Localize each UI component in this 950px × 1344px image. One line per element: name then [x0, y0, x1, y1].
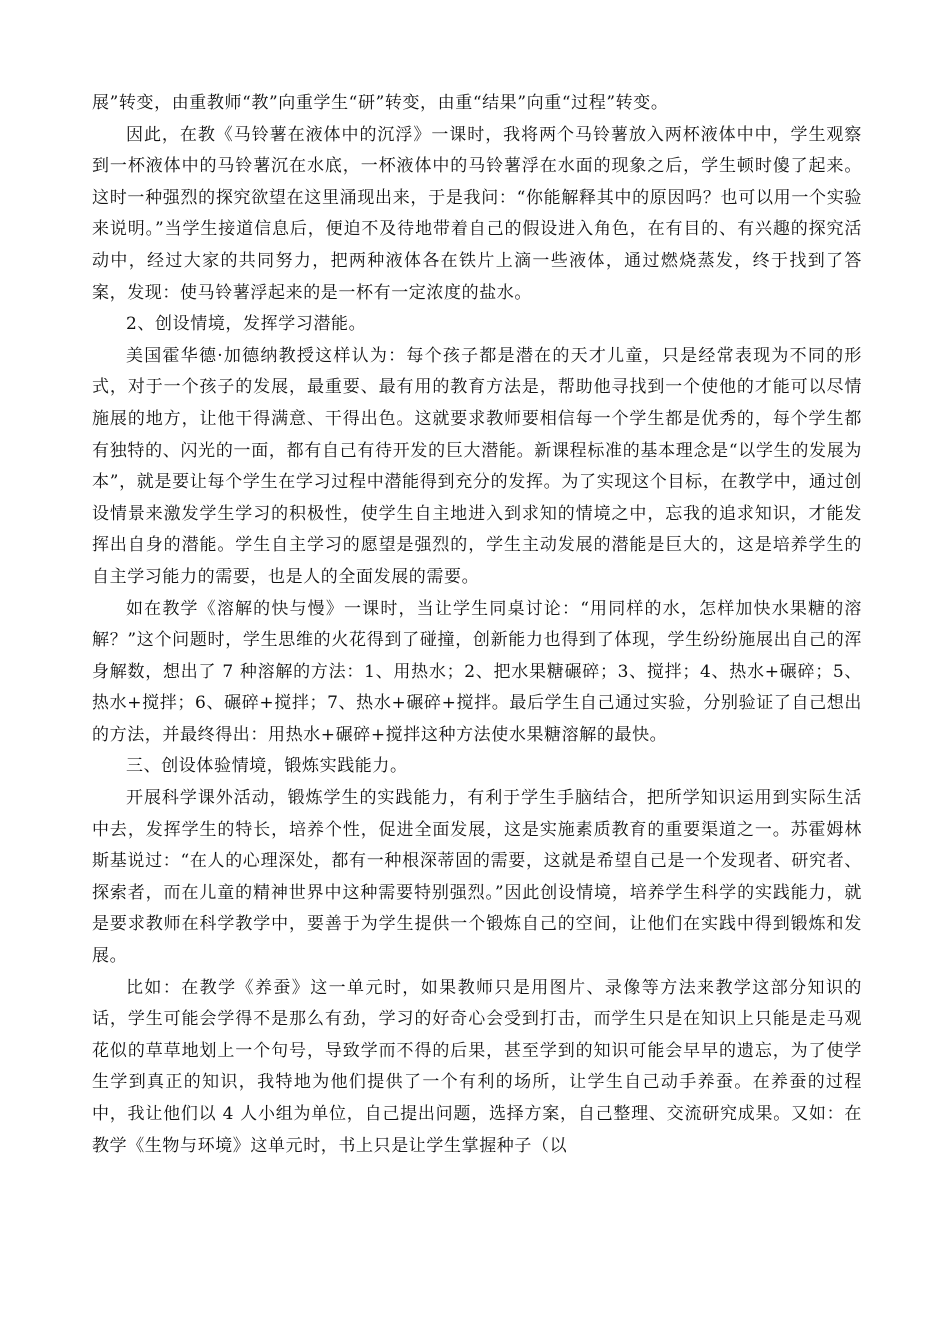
- paragraph-continuation: 展”转变，由重教师“教”向重学生“研”转变，由重“结果”向重“过程”转变。: [92, 93, 669, 113]
- paragraph-dissolving-example: 如在教学《溶解的快与慢》一课时，当让学生同桌讨论：“用同样的水，怎样加快水果糖的溶解？”这个问题时，学生思维的火花得到了碰撞，创新能力也得到了体现，学生纷纷施展出自己的浑身解数，想出了 7 种溶解的方法：1、用热水；2、把水果糖碾碎；3、搅拌；4、热水+碾碎；5、热水+搅拌；6、碾碎+搅拌；7、热水+碾碎+搅拌。最后学生自己通过实验，分别验证了自己想出的方法，并最终得出：用热水+碾碎+搅拌这种方法使水果糖溶解的最快。: [92, 598, 862, 745]
- section-heading-3: 三、创设体验情境，锻炼实践能力。: [126, 756, 408, 777]
- paragraph-practice: 开展科学课外活动，锻炼学生的实践能力，有利于学生手脑结合，把所学知识运用到实际生活中去，发挥学生的特长，培养个性，促进全面发展，这是实施素质教育的重要渠道之一。苏霍姆林斯基说过：“在人的心理深处，都有一种根深蒂固的需要，这就是希望自己是一个发现者、研究者、探索者，而在儿童的精神世界中这种需要特别强烈。”因此创设情境，培养学生科学的实践能力，就是要求教师在科学教学中，要善于为学生提供一个锻炼自己的空间，让他们在实践中得到锻炼和发展。: [92, 788, 862, 967]
- paragraph-potato-example: 因此，在教《马铃薯在液体中的沉浮》一课时，我将两个马铃薯放入两杯液体中中，学生观察到一杯液体中的马铃薯沉在水底，一杯液体中的马铃薯浮在水面的现象之后，学生顿时傻了起来。这时一种强烈的探究欲望在这里涌现出来，于是我问：“你能解释其中的原因吗？也可以用一个实验来说明。”当学生接道信息后，便迫不及待地带着自己的假设进入角色，在有目的、有兴趣的探究活动中，经过大家的共同努力，把两种液体各在铁片上滴一些液体，通过燃烧蒸发，终于找到了答案，发现：使马铃薯浮起来的是一杯有一定浓度的盐水。: [92, 124, 862, 303]
- paragraph-silkworm-example: 比如：在教学《养蚕》这一单元时，如果教师只是用图片、录像等方法来教学这部分知识的话，学生可能会学得不是那么有劲，学习的好奇心会受到打击，而学生只是在知识上只能是走马观花似的草草地划上一个句号，导致学而不得的后果，甚至学到的知识可能会早早的遗忘，为了使学生学到真正的知识，我特地为他们提供了一个有利的场所，让学生自己动手养蚕。在养蚕的过程中，我让他们以 4 人小组为单位，自己提出问题，选择方案，自己整理、交流研究成果。又如：在教学《生物与环境》这单元时，书上只是让学生掌握种子（以: [92, 977, 862, 1156]
- section-heading-2: 2、创设情境，发挥学习潜能。: [126, 314, 367, 335]
- document-page: [92, 88, 862, 1162]
- paragraph-gardner: 美国霍华德·加德纳教授这样认为：每个孩子都是潜在的天才儿童，只是经常表现为不同的形式，对于一个孩子的发展，最重要、最有用的教育方法是，帮助他寻找到一个使他的才能可以尽情施展的地方，让他干得满意、干得出色。这就要求教师要相信每一个学生都是优秀的，每个学生都有独特的、闪光的一面，都有自己有待开发的巨大潜能。新课程标准的基本理念是“以学生的发展为本”，就是要让每个学生在学习过程中潜能得到充分的发挥。为了实现这个目标，在教学中，通过创设情景来激发学生学习的积极性，使学生自主地进入到求知的情境之中，忘我的追求知识，才能发挥出自身的潜能。学生自主学习的愿望是强烈的，学生主动发展的潜能是巨大的，这是培养学生的自主学习能力的需要，也是人的全面发展的需要。: [92, 345, 862, 587]
